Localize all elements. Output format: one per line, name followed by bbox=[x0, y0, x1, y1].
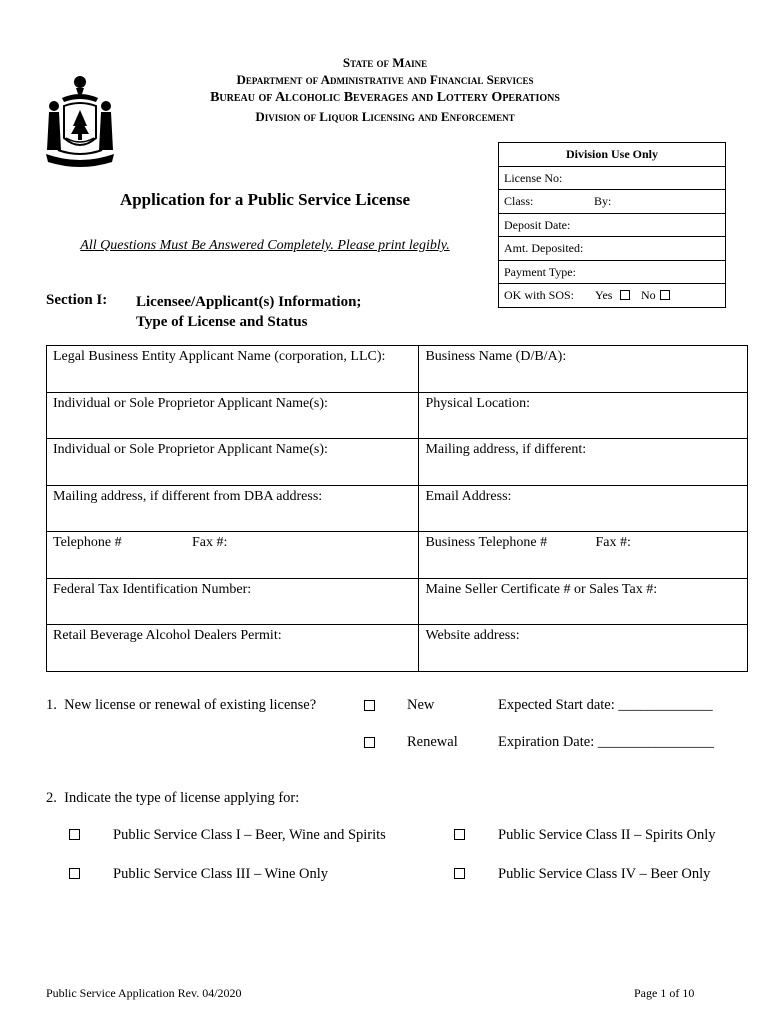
table-row bbox=[47, 532, 748, 579]
class-1-checkbox[interactable] bbox=[69, 829, 80, 840]
mailing-address-dba-field[interactable]: Mailing address, if different from DBA address: bbox=[47, 485, 419, 532]
class-2-checkbox[interactable] bbox=[454, 829, 465, 840]
ok-with-sos-label: OK with SOS: bbox=[504, 288, 575, 302]
table-row bbox=[47, 439, 748, 486]
section-title-line2: Type of License and Status bbox=[136, 314, 308, 330]
applicant-info-table bbox=[46, 345, 748, 672]
division-use-only-box bbox=[498, 142, 726, 308]
license-no-label: License No: bbox=[504, 170, 563, 185]
expected-start-date-field[interactable]: Expected Start date: _____________ bbox=[498, 697, 713, 713]
website-address-field[interactable]: Website address: bbox=[419, 625, 748, 672]
sos-yes-checkbox[interactable] bbox=[620, 290, 630, 300]
class-2-label: Public Service Class II – Spirits Only bbox=[498, 827, 716, 843]
question-1-text: 1. New license or renewal of existing license? bbox=[46, 697, 317, 713]
federal-tax-id-field[interactable]: Federal Tax Identification Number: bbox=[47, 578, 419, 625]
class-4-label: Public Service Class IV – Beer Only bbox=[498, 866, 711, 882]
mailing-address-field[interactable]: Mailing address, if different: bbox=[419, 439, 748, 486]
header-bureau: Bureau of Alcoholic Beverages and Lottery Operations bbox=[210, 90, 560, 105]
license-no-field bbox=[499, 166, 725, 190]
sole-proprietor-name-field-1[interactable]: Individual or Sole Proprietor Applicant Name(s): bbox=[47, 392, 419, 439]
table-row bbox=[47, 392, 748, 439]
new-license-checkbox[interactable] bbox=[364, 700, 375, 711]
new-license-label: New bbox=[407, 697, 435, 713]
payment-type-label: Payment Type: bbox=[504, 264, 576, 279]
footer-page-number: Page 1 of 10 bbox=[634, 986, 695, 1000]
deposit-date-field bbox=[499, 213, 725, 237]
table-row bbox=[47, 625, 748, 672]
class-1-label: Public Service Class I – Beer, Wine and Spirits bbox=[113, 827, 386, 843]
email-address-field[interactable]: Email Address: bbox=[419, 485, 748, 532]
legal-entity-name-field[interactable]: Legal Business Entity Applicant Name (corporation, LLC): bbox=[47, 346, 419, 393]
expiration-date-field[interactable]: Expiration Date: ________________ bbox=[498, 734, 714, 750]
amt-deposited-field bbox=[499, 236, 725, 260]
sos-no-checkbox[interactable] bbox=[660, 290, 670, 300]
header-department: Department of Administrative and Financial Services bbox=[236, 72, 534, 87]
header-division: Division of Liquor Licensing and Enforcement bbox=[255, 109, 515, 124]
ok-with-sos-field bbox=[499, 283, 725, 307]
class-field bbox=[499, 189, 725, 213]
business-name-field[interactable]: Business Name (D/B/A): bbox=[419, 346, 748, 393]
instructions: All Questions Must Be Answered Completely. Please print legibly. bbox=[80, 238, 450, 253]
renewal-label: Renewal bbox=[407, 734, 458, 750]
business-telephone-fax-field[interactable] bbox=[419, 532, 748, 579]
class-3-label: Public Service Class III – Wine Only bbox=[113, 866, 329, 882]
sos-yes-label: Yes bbox=[595, 288, 613, 302]
section-title bbox=[136, 292, 361, 332]
table-row bbox=[47, 485, 748, 532]
retail-dealers-permit-field[interactable]: Retail Beverage Alcohol Dealers Permit: bbox=[47, 625, 419, 672]
section-label: Section I: bbox=[46, 292, 108, 308]
telephone-fax-field[interactable] bbox=[47, 532, 419, 579]
sos-no-label: No bbox=[641, 288, 656, 302]
class-label: Class: bbox=[504, 194, 534, 208]
sole-proprietor-name-field-2[interactable]: Individual or Sole Proprietor Applicant Name(s): bbox=[47, 439, 419, 486]
fax-label-left: Fax #: bbox=[192, 535, 228, 550]
physical-location-field[interactable]: Physical Location: bbox=[419, 392, 748, 439]
header-state: State of Maine bbox=[342, 55, 428, 70]
footer-revision: Public Service Application Rev. 04/2020 bbox=[46, 986, 242, 1000]
question-2-text: 2. Indicate the type of license applying for: bbox=[46, 790, 300, 806]
telephone-label: Telephone # bbox=[53, 535, 122, 550]
class-3-checkbox[interactable] bbox=[69, 868, 80, 879]
amt-deposited-label: Amt. Deposited: bbox=[504, 241, 584, 255]
renewal-checkbox[interactable] bbox=[364, 737, 375, 748]
fax-label-right: Fax #: bbox=[595, 535, 631, 550]
business-telephone-label: Business Telephone # bbox=[425, 535, 548, 550]
deposit-date-label: Deposit Date: bbox=[504, 217, 571, 232]
maine-state-seal-icon bbox=[40, 72, 120, 172]
payment-type-field bbox=[499, 260, 725, 284]
table-row bbox=[47, 346, 748, 393]
seller-certificate-field[interactable]: Maine Seller Certificate # or Sales Tax #: bbox=[419, 578, 748, 625]
form-title: Application for a Public Service License bbox=[119, 190, 411, 209]
table-row bbox=[47, 578, 748, 625]
class-4-checkbox[interactable] bbox=[454, 868, 465, 879]
division-use-title: Division Use Only bbox=[565, 147, 658, 161]
section-title-line1: Licensee/Applicant(s) Information; bbox=[136, 294, 362, 310]
by-label: By: bbox=[594, 194, 612, 208]
